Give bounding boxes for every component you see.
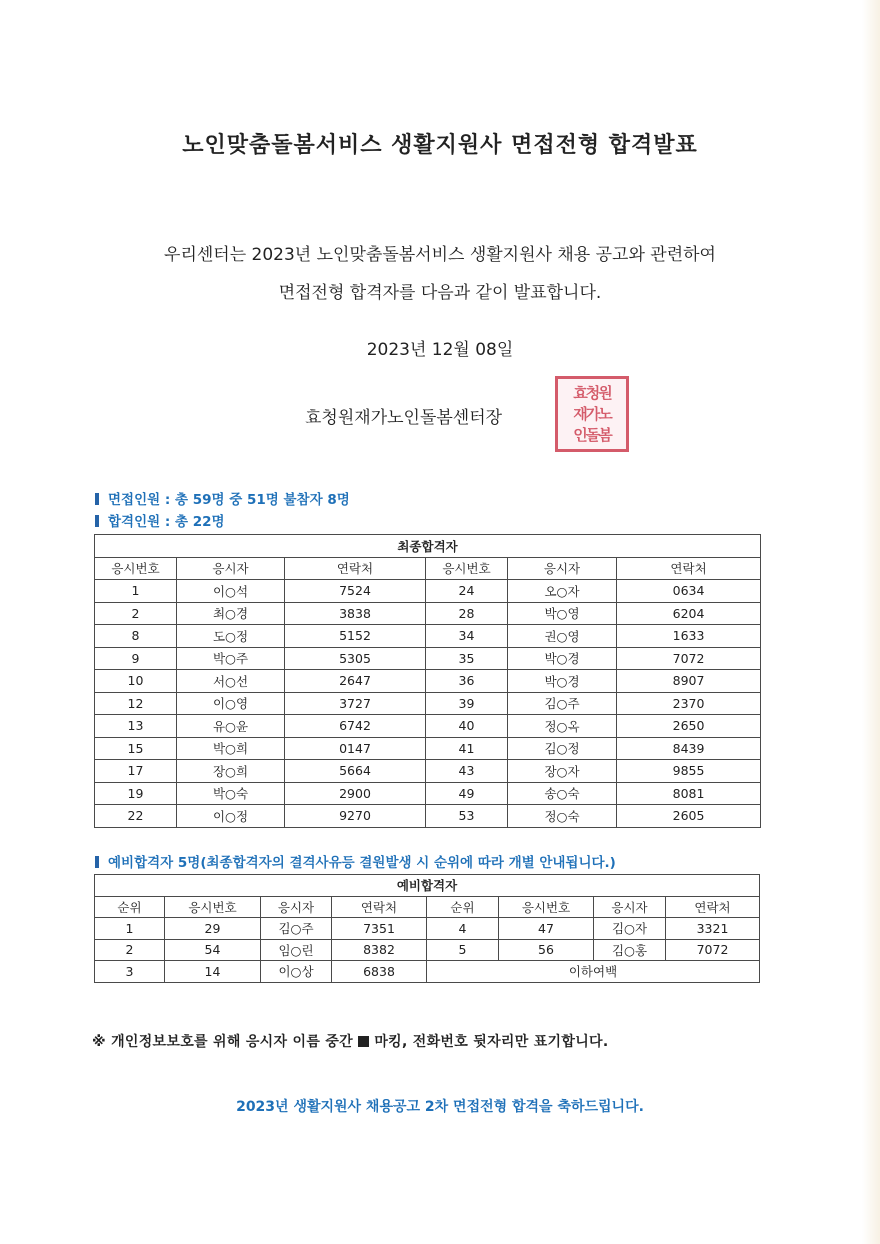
column-header: 연락처: [332, 896, 427, 918]
table-cell: 15: [95, 737, 177, 760]
table-cell: 13: [95, 715, 177, 738]
table-cell: 34: [426, 625, 508, 648]
table-cell: 5664: [285, 760, 426, 783]
table-cell: 2370: [617, 692, 761, 715]
table-cell: 2650: [617, 715, 761, 738]
table-cell: 5305: [285, 647, 426, 670]
table-cell: 8439: [617, 737, 761, 760]
table-cell: 장○희: [177, 760, 285, 783]
table-row: [95, 782, 761, 805]
table-cell: 5152: [285, 625, 426, 648]
table-row: [95, 939, 760, 961]
page-title: 노인맞춤돌봄서비스 생활지원사 면접전형 합격발표: [182, 133, 698, 158]
table-cell: 서○선: [177, 670, 285, 693]
table-cell: 김○홍: [594, 939, 666, 961]
table-cell: 10: [95, 670, 177, 693]
privacy-notice-after: 마킹, 전화번호 뒷자리만 표기합니다.: [374, 1034, 609, 1050]
table-cell: 1: [95, 918, 165, 940]
table-cell: 3321: [666, 918, 760, 940]
signature-center-head: 효청원재가노인돌봄센터장: [305, 408, 503, 428]
table-cell: 29: [165, 918, 261, 940]
table-cell: 8: [95, 625, 177, 648]
table-cell: 박○경: [508, 647, 617, 670]
table-row: [95, 625, 761, 648]
table-cell: 53: [426, 805, 508, 828]
table-cell: 40: [426, 715, 508, 738]
table-cell: 8907: [617, 670, 761, 693]
interview-count-note: [95, 488, 350, 508]
table-cell: 박○경: [508, 670, 617, 693]
paper-edge-shade: [862, 0, 880, 1244]
table-cell: 7072: [666, 939, 760, 961]
table-cell: 임○린: [261, 939, 332, 961]
black-square-icon: [358, 1036, 369, 1047]
table-cell: 7072: [617, 647, 761, 670]
table-row: [95, 760, 761, 783]
table-cell: 28: [426, 602, 508, 625]
table-cell: 9855: [617, 760, 761, 783]
table-cell: 3838: [285, 602, 426, 625]
intro-line-1: 우리센터는 2023년 노인맞춤돌봄서비스 생활지원사 채용 공고와 관련하여: [164, 245, 716, 265]
reserve-table-caption: 예비합격자: [95, 875, 760, 897]
table-cell: 2: [95, 602, 177, 625]
seal-line: 효청원: [573, 383, 611, 402]
table-row: [95, 692, 761, 715]
intro-line-2: 면접전형 합격자를 다음과 같이 발표합니다.: [278, 283, 602, 303]
column-header: 연락처: [617, 557, 761, 580]
table-cell: 19: [95, 782, 177, 805]
column-header: 연락처: [666, 896, 760, 918]
table-cell: 9: [95, 647, 177, 670]
table-cell: 최○경: [177, 602, 285, 625]
intro-paragraph: [60, 236, 820, 312]
table-cell: 47: [499, 918, 594, 940]
table-row: [95, 737, 761, 760]
column-header: 연락처: [285, 557, 426, 580]
table-cell: 박○주: [177, 647, 285, 670]
column-header: 순위: [95, 896, 165, 918]
bullet-square-icon: [95, 493, 99, 505]
table-cell: 송○숙: [508, 782, 617, 805]
announcement-date: 2023년 12월 08일: [366, 340, 514, 360]
passed-count-text: 합격인원 : 총 22명: [108, 514, 225, 530]
table-cell: 6838: [332, 961, 427, 983]
table-cell: 2605: [617, 805, 761, 828]
table-cell: 8382: [332, 939, 427, 961]
table-cell: 6742: [285, 715, 426, 738]
privacy-notice-before: ※ 개인정보보호를 위해 응시자 이름 중간: [92, 1034, 353, 1050]
seal-line: 재가노: [573, 404, 611, 423]
reserve-table-header-row: [95, 896, 760, 918]
column-header: 응시자: [594, 896, 666, 918]
table-cell: 36: [426, 670, 508, 693]
table-cell: 12: [95, 692, 177, 715]
table-cell: 장○자: [508, 760, 617, 783]
column-header: 응시번호: [499, 896, 594, 918]
column-header: 순위: [427, 896, 499, 918]
bullet-square-icon: [95, 856, 99, 868]
table-cell: 이○정: [177, 805, 285, 828]
table-cell: 41: [426, 737, 508, 760]
table-cell: 14: [165, 961, 261, 983]
column-header: 응시번호: [165, 896, 261, 918]
table-cell: 김○자: [594, 918, 666, 940]
table-cell: 1: [95, 580, 177, 603]
reserve-table-body: [95, 918, 760, 983]
table-cell: 김○주: [508, 692, 617, 715]
table-cell: 8081: [617, 782, 761, 805]
seal-line: 인돌봄: [573, 425, 611, 444]
table-cell: 박○영: [508, 602, 617, 625]
table-row: [95, 580, 761, 603]
table-cell: 35: [426, 647, 508, 670]
table-cell: 권○영: [508, 625, 617, 648]
table-cell: 유○윤: [177, 715, 285, 738]
interview-count-text: 면접인원 : 총 59명 중 51명 불참자 8명: [108, 492, 350, 508]
table-row: [95, 918, 760, 940]
table-cell: 2647: [285, 670, 426, 693]
table-cell: 2900: [285, 782, 426, 805]
bullet-square-icon: [95, 515, 99, 527]
table-cell: 3727: [285, 692, 426, 715]
table-cell: 박○희: [177, 737, 285, 760]
final-table-caption: 최종합격자: [95, 535, 761, 558]
table-cell: 49: [426, 782, 508, 805]
table-cell: 1633: [617, 625, 761, 648]
privacy-notice: [92, 1031, 608, 1051]
final-passed-table: [94, 534, 761, 828]
table-cell: 9270: [285, 805, 426, 828]
table-cell: 도○정: [177, 625, 285, 648]
final-table-header-row: [95, 557, 761, 580]
reserve-note: [95, 851, 616, 871]
table-cell: 박○숙: [177, 782, 285, 805]
table-cell: 2: [95, 939, 165, 961]
reserve-passed-table: [94, 874, 760, 983]
table-cell: 김○정: [508, 737, 617, 760]
final-table-body: [95, 580, 761, 828]
column-header: 응시번호: [95, 557, 177, 580]
table-cell: 6204: [617, 602, 761, 625]
official-seal-stamp: [555, 376, 629, 452]
column-header: 응시번호: [426, 557, 508, 580]
table-cell: 17: [95, 760, 177, 783]
table-cell: 24: [426, 580, 508, 603]
blank-remainder-note: 이하여백: [427, 961, 760, 983]
column-header: 응시자: [508, 557, 617, 580]
column-header: 응시자: [177, 557, 285, 580]
table-cell: 정○옥: [508, 715, 617, 738]
table-cell: 3: [95, 961, 165, 983]
table-cell: 4: [427, 918, 499, 940]
table-cell: 이○석: [177, 580, 285, 603]
passed-count-note: [95, 510, 225, 530]
table-cell: 이○영: [177, 692, 285, 715]
table-cell: 김○주: [261, 918, 332, 940]
table-cell: 이○상: [261, 961, 332, 983]
table-row: [95, 961, 760, 983]
table-cell: 0634: [617, 580, 761, 603]
table-cell: 7351: [332, 918, 427, 940]
table-cell: 0147: [285, 737, 426, 760]
table-cell: 39: [426, 692, 508, 715]
table-cell: 5: [427, 939, 499, 961]
congratulations-message: 2023년 생활지원사 채용공고 2차 면접전형 합격을 축하드립니다.: [236, 1099, 644, 1115]
table-cell: 43: [426, 760, 508, 783]
table-row: [95, 805, 761, 828]
table-row: [95, 715, 761, 738]
table-cell: 오○자: [508, 580, 617, 603]
reserve-note-text: 예비합격자 5명(최종합격자의 결격사유등 결원발생 시 순위에 따라 개별 안내됩니다.): [108, 855, 616, 871]
column-header: 응시자: [261, 896, 332, 918]
table-cell: 54: [165, 939, 261, 961]
table-cell: 56: [499, 939, 594, 961]
table-cell: 22: [95, 805, 177, 828]
table-row: [95, 602, 761, 625]
table-row: [95, 670, 761, 693]
table-row: [95, 647, 761, 670]
table-cell: 7524: [285, 580, 426, 603]
table-cell: 정○숙: [508, 805, 617, 828]
